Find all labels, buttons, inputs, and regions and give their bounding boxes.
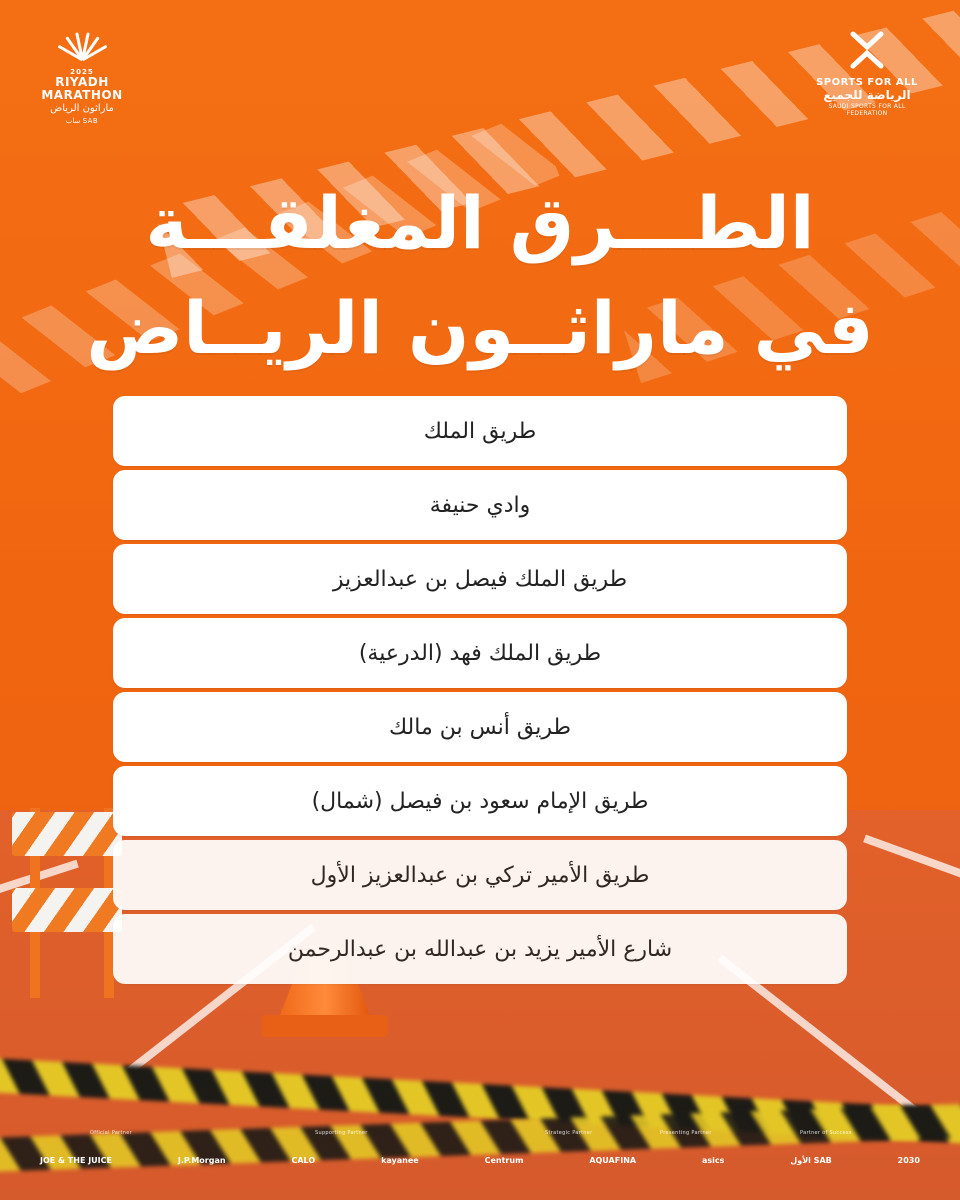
partner-label: Presenting Partner bbox=[660, 1130, 712, 1136]
logo-name-ar: الرياضة للجميع bbox=[823, 88, 911, 102]
partner-logo: الأول SAB bbox=[790, 1156, 832, 1165]
partner-labels bbox=[40, 1130, 920, 1144]
partner-logo: CALO bbox=[291, 1156, 316, 1165]
road-item: طريق الملك فيصل بن عبدالعزيز bbox=[113, 544, 847, 614]
logo-subtitle: SAUDI SPORTS FOR ALL FEDERATION bbox=[828, 103, 906, 117]
partner-logos bbox=[40, 1156, 920, 1165]
road-item: طريق الملك bbox=[113, 396, 847, 466]
logo-name-en: SPORTS FOR ALL bbox=[816, 77, 918, 88]
logo-year: 2025 bbox=[70, 68, 94, 76]
partner-logo: AQUAFINA bbox=[589, 1156, 637, 1165]
partner-logo: J.P.Morgan bbox=[177, 1156, 226, 1165]
sports-for-all-logo bbox=[812, 30, 922, 117]
partner-label: Partner of Success bbox=[800, 1130, 852, 1136]
riyadh-marathon-logo bbox=[34, 30, 130, 125]
partner-logo: kayanee bbox=[381, 1156, 419, 1165]
partner-label: Supporting Partner bbox=[315, 1130, 368, 1136]
partner-logo: asics bbox=[701, 1156, 725, 1165]
logo-name-line2: MARATHON bbox=[41, 88, 123, 102]
cone-base bbox=[262, 1015, 388, 1037]
barrier-board bbox=[12, 888, 122, 932]
road-item: طريق الملك فهد (الدرعية) bbox=[113, 618, 847, 688]
partner-logo: JOE & THE JUICE bbox=[40, 1156, 112, 1165]
partner-label: Strategic Partner bbox=[545, 1130, 593, 1136]
logo-sponsor: ساب SAB bbox=[65, 117, 99, 125]
partner-logo: Centrum bbox=[484, 1156, 524, 1165]
sports-for-all-x-icon bbox=[847, 30, 887, 70]
road-item: وادي حنيفة bbox=[113, 470, 847, 540]
logo-name-line1: RIYADH bbox=[55, 75, 109, 89]
partner-label: Official Partner bbox=[90, 1130, 132, 1136]
page-title-line1: الطـــرق المغلقـــة bbox=[145, 181, 815, 265]
partners-bar bbox=[40, 1130, 920, 1190]
logo-name-ar: ماراثون الرياض bbox=[50, 103, 114, 114]
barrier-board bbox=[12, 812, 122, 856]
page-title-line2: في ماراثــون الريــاض bbox=[86, 286, 874, 370]
road-item: طريق أنس بن مالك bbox=[113, 692, 847, 762]
road-item: طريق الإمام سعود بن فيصل (شمال) bbox=[113, 766, 847, 836]
partner-logo: 2030 bbox=[897, 1156, 920, 1165]
closed-roads-list bbox=[113, 396, 847, 988]
burst-icon bbox=[54, 30, 110, 66]
road-item: شارع الأمير يزيد بن عبدالله بن عبدالرحمن bbox=[113, 914, 847, 984]
lane-line bbox=[863, 835, 960, 894]
road-item: طريق الأمير تركي بن عبدالعزيز الأول bbox=[113, 840, 847, 910]
